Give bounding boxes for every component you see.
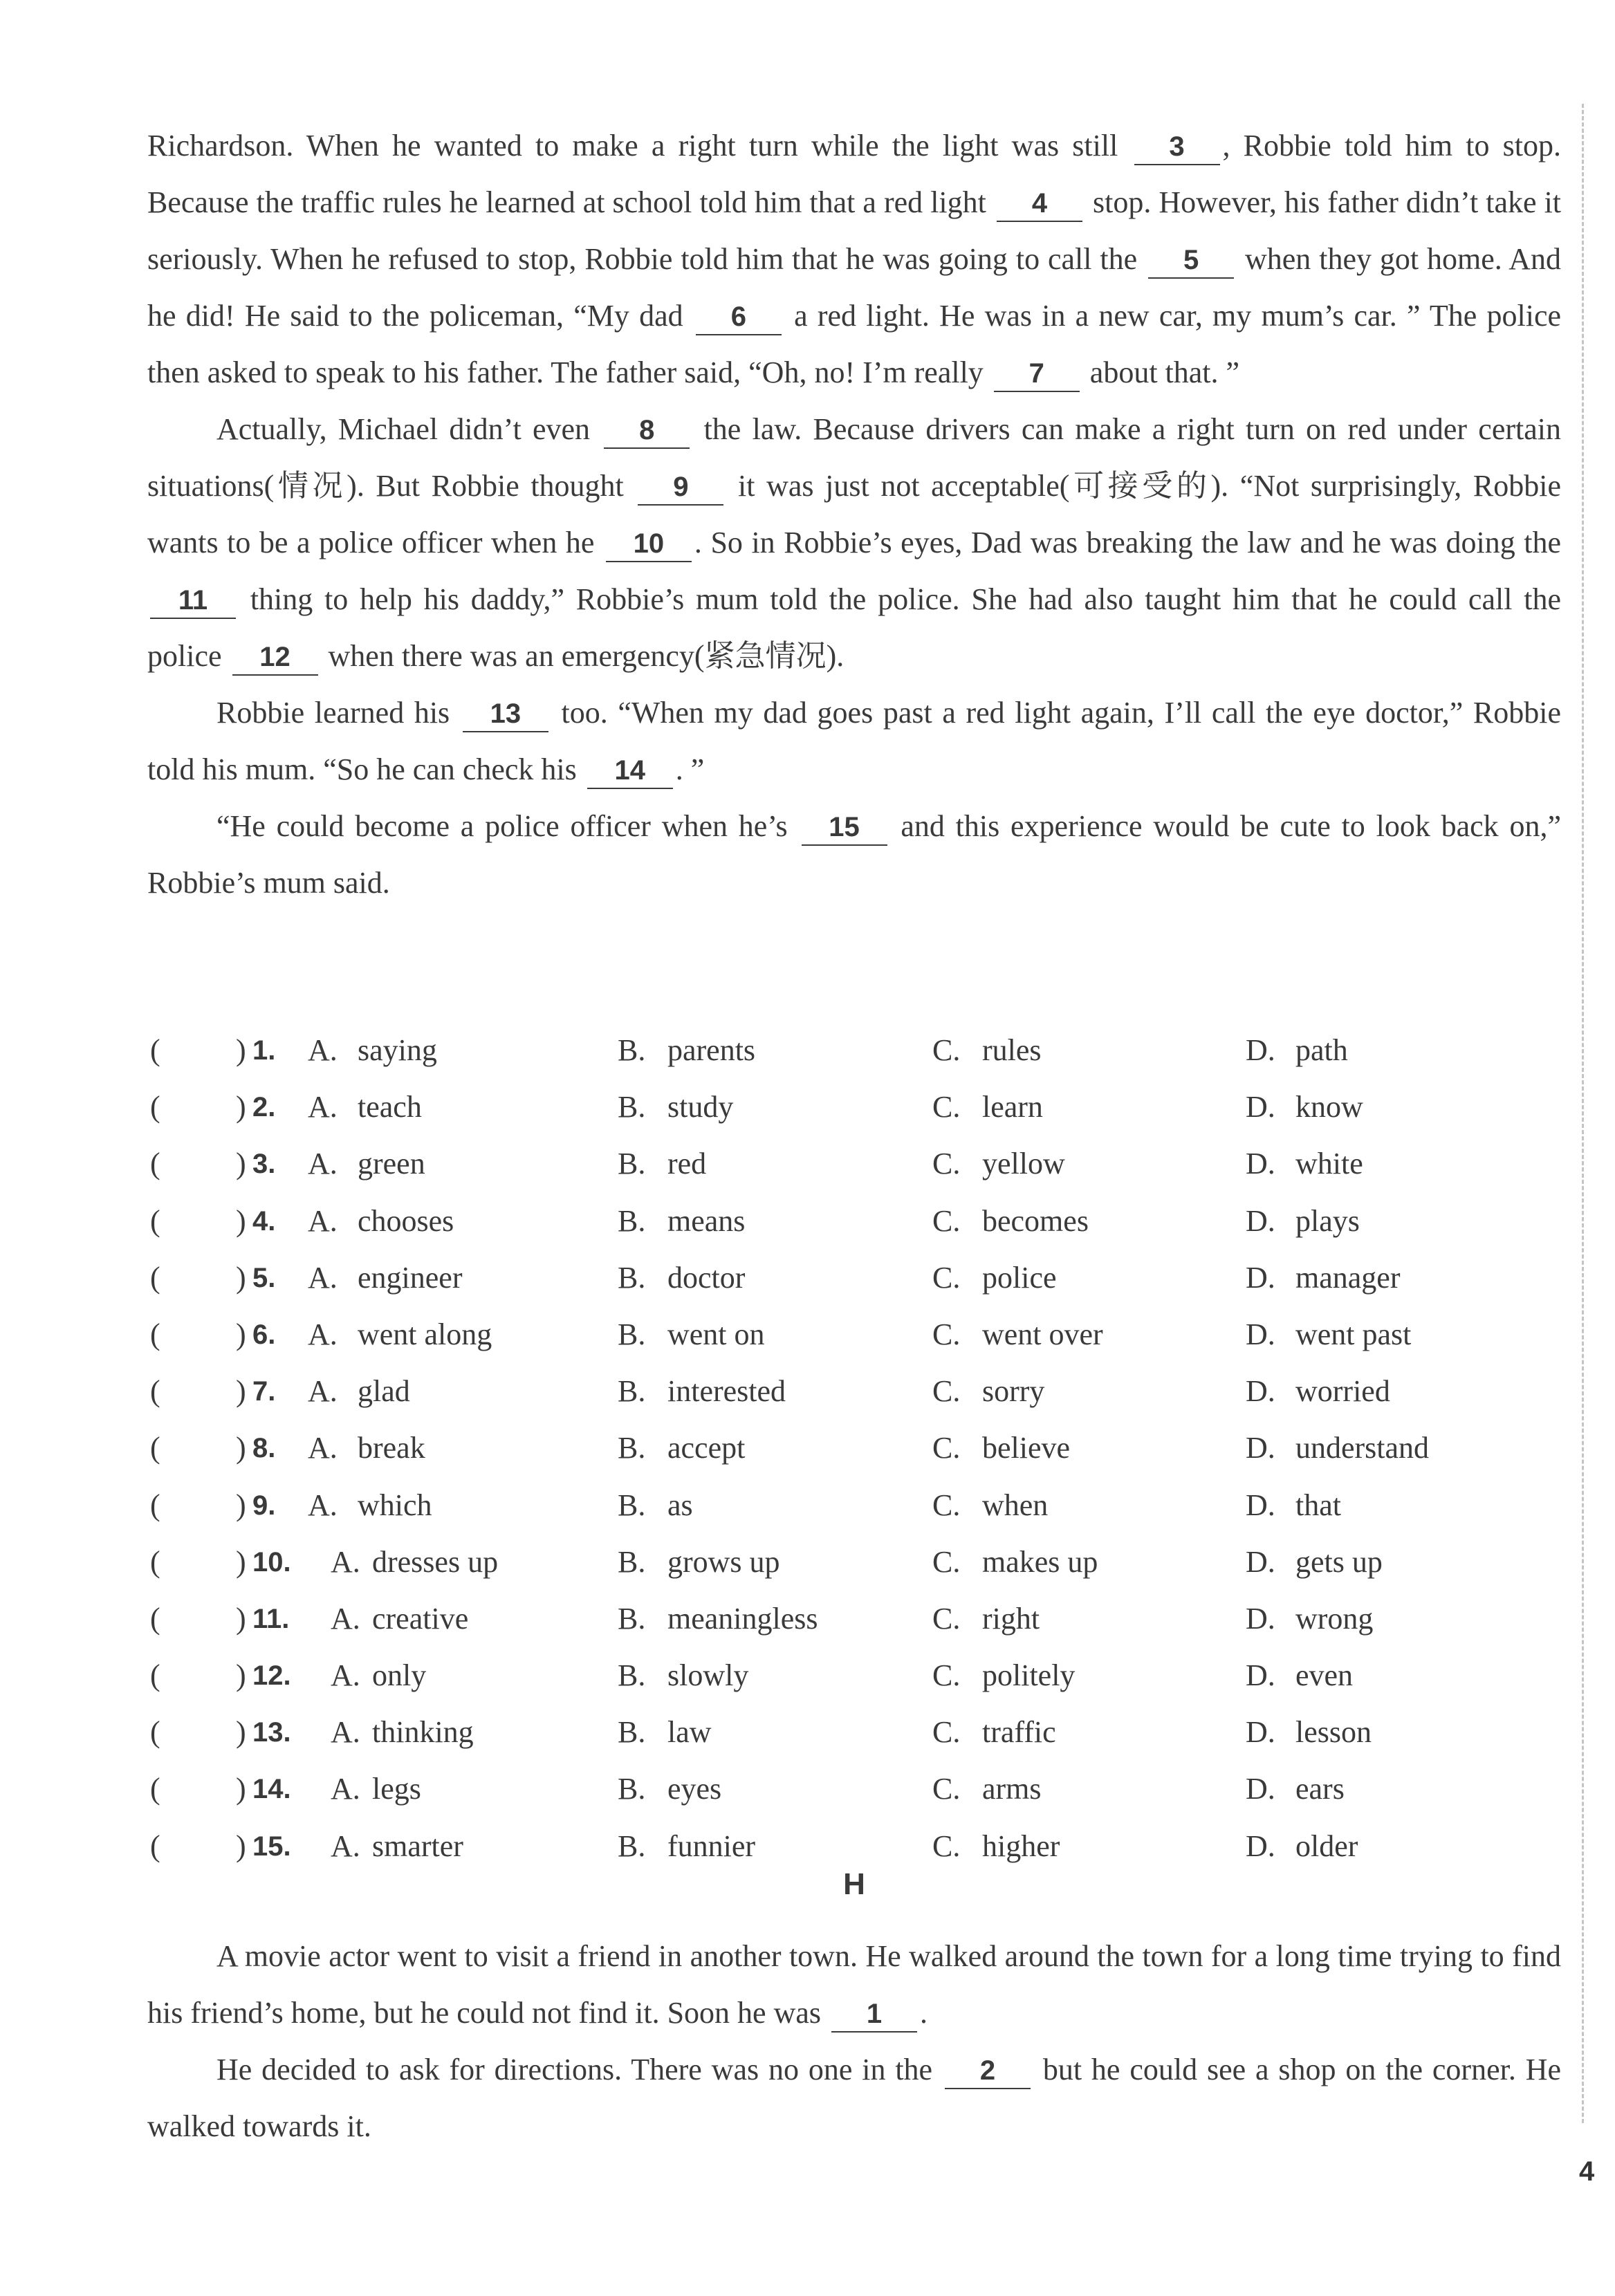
text-run: and this experience would be cute to look back on,” Robbie’s mum said. (147, 809, 1562, 900)
option-b[interactable] (618, 1534, 780, 1591)
option-b[interactable] (618, 1022, 755, 1079)
option-letter: C. (932, 1090, 961, 1124)
option-letter: A. (331, 1544, 360, 1579)
option-text: eyes (667, 1772, 722, 1806)
option-letter: D. (1246, 1090, 1275, 1124)
options-list (147, 1022, 1561, 1875)
option-c[interactable] (932, 1079, 1043, 1136)
option-c[interactable] (932, 1534, 1098, 1591)
question-row (147, 1136, 1561, 1192)
option-a[interactable] (308, 1477, 432, 1534)
option-letter: A. (308, 1203, 338, 1238)
text-run: thing to help his daddy,” Robbie’s mum told the police. She had also taught him that he could call the police (147, 582, 1562, 673)
option-text: learn (982, 1090, 1043, 1124)
text-run: the law. Because drivers can make a right turn on red under certain situations(情况). But Robbie thought (147, 412, 1561, 503)
option-text: plays (1295, 1203, 1360, 1238)
answer-paren-close: ) (236, 1317, 246, 1351)
option-text: gets up (1295, 1544, 1383, 1579)
blank-h-2[interactable]: 2 (945, 2053, 1031, 2089)
option-d[interactable] (1246, 1079, 1363, 1136)
option-c[interactable] (932, 1250, 1057, 1306)
text-run: it was just not acceptable(可接受的). “Not surprisingly, Robbie wants to be a police officer when he (147, 469, 1562, 559)
answer-paren-open[interactable]: ( (150, 1601, 160, 1636)
option-c[interactable] (932, 1193, 1089, 1250)
answer-paren-open[interactable]: ( (150, 1431, 160, 1465)
blank-14[interactable]: 14 (587, 753, 673, 789)
option-letter: A. (331, 1715, 360, 1750)
option-c[interactable] (932, 1704, 1056, 1761)
option-letter: D. (1246, 1544, 1275, 1579)
text-run: when there was an emergency(紧急情况). (328, 639, 845, 673)
option-letter: B. (618, 1317, 646, 1351)
option-text: dresses up (372, 1544, 499, 1579)
option-text: as (667, 1488, 693, 1522)
option-text: rules (982, 1033, 1042, 1067)
option-letter: A. (308, 1317, 338, 1351)
option-text: politely (982, 1658, 1076, 1693)
option-text: went along (358, 1317, 492, 1351)
text-run: Robbie learned his (216, 696, 450, 730)
option-letter: B. (618, 1488, 646, 1522)
option-c[interactable] (932, 1306, 1103, 1363)
option-text: makes up (982, 1544, 1098, 1579)
text-run: when they got home. And he did! He said to the policeman, “My dad (147, 242, 1562, 333)
option-text: sorry (982, 1374, 1045, 1409)
page-number: 4 (1579, 2156, 1595, 2187)
passage-g-paragraph-1 (147, 118, 1561, 401)
option-text: police (982, 1260, 1057, 1295)
answer-paren-open[interactable]: ( (150, 1260, 160, 1295)
option-text: break (358, 1431, 425, 1465)
option-letter: C. (932, 1488, 961, 1522)
option-letter: C. (932, 1317, 961, 1351)
option-a[interactable] (331, 1591, 468, 1647)
option-text: path (1295, 1033, 1348, 1067)
option-a[interactable] (308, 1079, 422, 1136)
option-d[interactable] (1246, 1193, 1360, 1250)
option-letter: B. (618, 1260, 646, 1295)
option-a[interactable] (308, 1363, 410, 1420)
option-text: legs (372, 1772, 421, 1806)
option-text: right (982, 1601, 1040, 1636)
option-text: creative (372, 1601, 469, 1636)
option-text: study (667, 1090, 734, 1124)
option-text: know (1295, 1090, 1363, 1124)
page-edge-dashed-line (1582, 104, 1584, 2123)
answer-paren-close: ) (236, 1772, 246, 1806)
option-b[interactable] (618, 1136, 706, 1192)
option-letter: A. (308, 1090, 338, 1124)
text-run: a red light. He was in a new car, my mum’s car. ” The police then asked to speak to his father. The father said, “Oh, no! I’m really (147, 299, 1562, 389)
option-a[interactable] (308, 1420, 425, 1476)
question-number: 8. (252, 1433, 276, 1464)
question-number: 3. (252, 1149, 276, 1180)
option-text: accept (667, 1431, 746, 1465)
option-letter: D. (1246, 1203, 1275, 1238)
option-d[interactable] (1246, 1363, 1390, 1420)
option-a[interactable] (308, 1250, 462, 1306)
option-letter: B. (618, 1601, 646, 1636)
option-letter: A. (308, 1033, 338, 1067)
question-row (147, 1420, 1561, 1476)
answer-paren-close: ) (236, 1488, 246, 1522)
question-row (147, 1079, 1561, 1136)
option-text: red (667, 1147, 707, 1181)
option-a[interactable] (331, 1704, 474, 1761)
option-text: saying (358, 1033, 437, 1067)
passage-g (147, 118, 1561, 911)
answer-paren-close: ) (236, 1260, 246, 1295)
option-text: becomes (982, 1203, 1089, 1238)
answer-paren-close: ) (236, 1203, 246, 1238)
option-text: means (667, 1203, 746, 1238)
option-b[interactable] (618, 1818, 755, 1875)
question-row (147, 1591, 1561, 1647)
answer-paren-open[interactable]: ( (150, 1033, 160, 1067)
text-run: Richardson. When he wanted to make a right turn while the light was still (147, 129, 1118, 163)
question-row (147, 1193, 1561, 1250)
text-run: . So in Robbie’s eyes, Dad was breaking the law and he was doing the (694, 526, 1561, 559)
option-letter: A. (331, 1601, 360, 1636)
answer-paren-open[interactable]: ( (150, 1090, 160, 1124)
blank-6[interactable]: 6 (696, 299, 782, 335)
question-number: 14. (252, 1774, 291, 1805)
option-c[interactable] (932, 1420, 1070, 1476)
option-b[interactable] (618, 1363, 786, 1420)
option-a[interactable] (331, 1647, 426, 1704)
passage-g-paragraph-3 (147, 685, 1561, 798)
option-b[interactable] (618, 1420, 745, 1476)
option-d[interactable] (1246, 1761, 1345, 1817)
option-letter: C. (932, 1829, 961, 1863)
option-letter: A. (331, 1772, 360, 1806)
option-letter: D. (1246, 1147, 1275, 1181)
option-d[interactable] (1246, 1250, 1400, 1306)
question-number: 11. (252, 1603, 290, 1634)
option-a[interactable] (331, 1761, 421, 1817)
option-c[interactable] (932, 1761, 1042, 1817)
answer-paren-close: ) (236, 1090, 246, 1124)
answer-paren-close: ) (236, 1033, 246, 1067)
option-b[interactable] (618, 1704, 712, 1761)
option-b[interactable] (618, 1250, 745, 1306)
answer-paren-open[interactable]: ( (150, 1772, 160, 1806)
question-row (147, 1704, 1561, 1761)
option-text: that (1295, 1488, 1341, 1522)
option-text: manager (1295, 1260, 1401, 1295)
passage-h-paragraph-2 (147, 2042, 1561, 2155)
option-letter: B. (618, 1147, 646, 1181)
answer-paren-open[interactable]: ( (150, 1203, 160, 1238)
answer-paren-close: ) (236, 1147, 246, 1181)
option-letter: C. (932, 1374, 961, 1409)
option-d[interactable] (1246, 1591, 1373, 1647)
question-number: 13. (252, 1717, 291, 1748)
answer-paren-close: ) (236, 1829, 246, 1863)
blank-7[interactable]: 7 (994, 356, 1080, 392)
option-text: doctor (667, 1260, 746, 1295)
text-run: A movie actor went to visit a friend in another town. He walked around the town for a long time trying to find his friend’s home, but he could not find it. Soon he was (147, 1939, 1561, 2030)
option-text: yellow (982, 1147, 1065, 1181)
option-c[interactable] (932, 1136, 1065, 1192)
option-text: arms (982, 1772, 1042, 1806)
text-run: Actually, Michael didn’t even (216, 412, 591, 446)
option-text: older (1295, 1829, 1358, 1863)
option-letter: C. (932, 1033, 961, 1067)
option-text: green (358, 1147, 425, 1181)
option-d[interactable] (1246, 1306, 1411, 1363)
option-letter: B. (618, 1658, 646, 1693)
question-row (147, 1022, 1561, 1079)
question-row (147, 1477, 1561, 1534)
option-d[interactable] (1246, 1022, 1348, 1079)
option-text: meaningless (667, 1601, 818, 1636)
question-row (147, 1534, 1561, 1591)
option-letter: D. (1246, 1658, 1275, 1693)
option-d[interactable] (1246, 1647, 1353, 1704)
option-text: went past (1295, 1317, 1412, 1351)
option-c[interactable] (932, 1591, 1040, 1647)
option-letter: B. (618, 1772, 646, 1806)
option-letter: C. (932, 1658, 961, 1693)
answer-paren-close: ) (236, 1431, 246, 1465)
option-letter: C. (932, 1772, 961, 1806)
option-a[interactable] (308, 1306, 492, 1363)
option-letter: C. (932, 1431, 961, 1465)
question-number: 6. (252, 1319, 276, 1350)
passage-h (147, 1928, 1561, 2155)
option-text: ears (1295, 1772, 1345, 1806)
option-letter: D. (1246, 1317, 1275, 1351)
question-number: 9. (252, 1490, 276, 1521)
answer-paren-open[interactable]: ( (150, 1829, 160, 1863)
option-letter: A. (331, 1658, 360, 1693)
option-b[interactable] (618, 1193, 745, 1250)
option-text: thinking (372, 1715, 474, 1750)
option-text: went over (982, 1317, 1103, 1351)
question-row (147, 1306, 1561, 1363)
question-number: 5. (252, 1262, 276, 1293)
option-d[interactable] (1246, 1704, 1372, 1761)
option-text: grows up (667, 1544, 780, 1579)
text-run: . (920, 1996, 928, 2030)
option-letter: B. (618, 1431, 646, 1465)
option-text: teach (358, 1090, 422, 1124)
option-d[interactable] (1246, 1136, 1363, 1192)
question-number: 12. (252, 1660, 291, 1692)
option-text: even (1295, 1658, 1354, 1693)
option-letter: C. (932, 1147, 961, 1181)
question-number: 7. (252, 1376, 276, 1407)
option-letter: A. (308, 1431, 338, 1465)
question-number: 1. (252, 1035, 276, 1066)
text-run: but he could see a shop on the corner. He walked towards it. (147, 2053, 1561, 2143)
option-text: understand (1295, 1431, 1430, 1465)
option-letter: D. (1246, 1772, 1275, 1806)
option-text: funnier (667, 1829, 756, 1863)
text-run: “He could become a police officer when he’s (216, 809, 788, 843)
option-b[interactable] (618, 1477, 693, 1534)
text-run: too. “When my dad goes past a red light again, I’ll call the eye doctor,” Robbie told his mum. “So he can check his (147, 696, 1562, 786)
question-number: 4. (252, 1205, 276, 1237)
option-text: higher (982, 1829, 1060, 1863)
option-letter: B. (618, 1374, 646, 1409)
question-number: 2. (252, 1092, 276, 1123)
option-letter: C. (932, 1260, 961, 1295)
answer-paren-open[interactable]: ( (150, 1715, 160, 1750)
option-text: worried (1295, 1374, 1390, 1409)
blank-h-1[interactable]: 1 (831, 1997, 917, 2033)
option-letter: D. (1246, 1715, 1275, 1750)
question-row (147, 1647, 1561, 1704)
option-letter: D. (1246, 1033, 1275, 1067)
option-c[interactable] (932, 1363, 1044, 1420)
option-letter: D. (1246, 1829, 1275, 1863)
text-run: He decided to ask for directions. There was no one in the (216, 2053, 933, 2086)
answer-paren-close: ) (236, 1658, 246, 1693)
option-letter: B. (618, 1203, 646, 1238)
option-letter: A. (331, 1829, 360, 1863)
answer-paren-open[interactable]: ( (150, 1317, 160, 1351)
option-a[interactable] (308, 1022, 437, 1079)
option-c[interactable] (932, 1818, 1060, 1875)
option-letter: A. (308, 1488, 338, 1522)
option-letter: A. (308, 1374, 338, 1409)
question-row (147, 1761, 1561, 1817)
option-b[interactable] (618, 1306, 765, 1363)
option-letter: D. (1246, 1601, 1275, 1636)
option-text: only (372, 1658, 427, 1693)
option-b[interactable] (618, 1647, 748, 1704)
option-text: parents (667, 1033, 756, 1067)
option-text: chooses (358, 1203, 454, 1238)
blank-9[interactable]: 9 (638, 470, 723, 506)
blank-4[interactable]: 4 (997, 186, 1082, 222)
answer-paren-open[interactable]: ( (150, 1147, 160, 1181)
option-text: white (1295, 1147, 1363, 1181)
option-b[interactable] (618, 1079, 733, 1136)
answer-paren-close: ) (236, 1715, 246, 1750)
option-a[interactable] (308, 1193, 454, 1250)
option-letter: C. (932, 1715, 961, 1750)
blank-10[interactable]: 10 (606, 526, 692, 562)
answer-paren-open[interactable]: ( (150, 1488, 160, 1522)
option-letter: A. (308, 1147, 338, 1181)
option-letter: B. (618, 1829, 646, 1863)
text-run: . ” (675, 752, 705, 786)
option-text: believe (982, 1431, 1071, 1465)
blank-15[interactable]: 15 (802, 810, 887, 846)
option-letter: D. (1246, 1488, 1275, 1522)
answer-paren-close: ) (236, 1374, 246, 1409)
question-row (147, 1818, 1561, 1875)
option-c[interactable] (932, 1022, 1042, 1079)
question-row (147, 1250, 1561, 1306)
option-text: when (982, 1488, 1049, 1522)
blank-3[interactable]: 3 (1134, 129, 1220, 165)
option-text: slowly (667, 1658, 749, 1693)
option-letter: B. (618, 1715, 646, 1750)
option-letter: B. (618, 1544, 646, 1579)
passage-g-paragraph-2 (147, 401, 1561, 685)
answer-paren-close: ) (236, 1601, 246, 1636)
text-run: about that. ” (1089, 355, 1240, 389)
blank-12[interactable]: 12 (232, 640, 318, 676)
blank-13[interactable]: 13 (463, 696, 548, 732)
option-a[interactable] (331, 1818, 463, 1875)
option-d[interactable] (1246, 1534, 1383, 1591)
option-letter: C. (932, 1601, 961, 1636)
option-d[interactable] (1246, 1420, 1429, 1476)
section-heading-h: H (843, 1867, 865, 1901)
option-letter: C. (932, 1544, 961, 1579)
answer-paren-open[interactable]: ( (150, 1374, 160, 1409)
option-text: lesson (1295, 1715, 1372, 1750)
option-d[interactable] (1246, 1818, 1358, 1875)
text-run: , Robbie told him to stop. Because the traffic rules he learned at school told him that a red light (147, 129, 1561, 219)
option-letter: A. (308, 1260, 338, 1295)
passage-g-paragraph-4 (147, 798, 1561, 911)
option-c[interactable] (932, 1647, 1075, 1704)
option-text: law (667, 1715, 712, 1750)
option-text: traffic (982, 1715, 1056, 1750)
answer-paren-close: ) (236, 1544, 246, 1579)
option-c[interactable] (932, 1477, 1048, 1534)
passage-h-paragraph-1 (147, 1928, 1561, 2042)
option-b[interactable] (618, 1761, 721, 1817)
option-text: smarter (372, 1829, 463, 1863)
option-text: went on (667, 1317, 765, 1351)
blank-8[interactable]: 8 (604, 413, 690, 449)
blank-5[interactable]: 5 (1148, 243, 1234, 279)
option-letter: D. (1246, 1431, 1275, 1465)
answer-paren-open[interactable]: ( (150, 1658, 160, 1693)
option-a[interactable] (308, 1136, 425, 1192)
option-text: wrong (1295, 1601, 1374, 1636)
option-d[interactable] (1246, 1477, 1341, 1534)
option-a[interactable] (331, 1534, 498, 1591)
option-text: which (358, 1488, 432, 1522)
option-letter: D. (1246, 1374, 1275, 1409)
option-letter: C. (932, 1203, 961, 1238)
option-text: interested (667, 1374, 786, 1409)
option-letter: B. (618, 1090, 646, 1124)
answer-paren-open[interactable]: ( (150, 1544, 160, 1579)
option-letter: D. (1246, 1260, 1275, 1295)
question-number: 10. (252, 1546, 291, 1577)
question-row (147, 1363, 1561, 1420)
option-b[interactable] (618, 1591, 818, 1647)
option-letter: B. (618, 1033, 646, 1067)
text-run: stop. However, his father didn’t take it seriously. When he refused to stop, Robbie told him that he was going to call the (147, 185, 1562, 276)
option-text: engineer (358, 1260, 463, 1295)
option-text: glad (358, 1374, 410, 1409)
question-number: 15. (252, 1831, 291, 1862)
blank-11[interactable]: 11 (150, 583, 236, 619)
